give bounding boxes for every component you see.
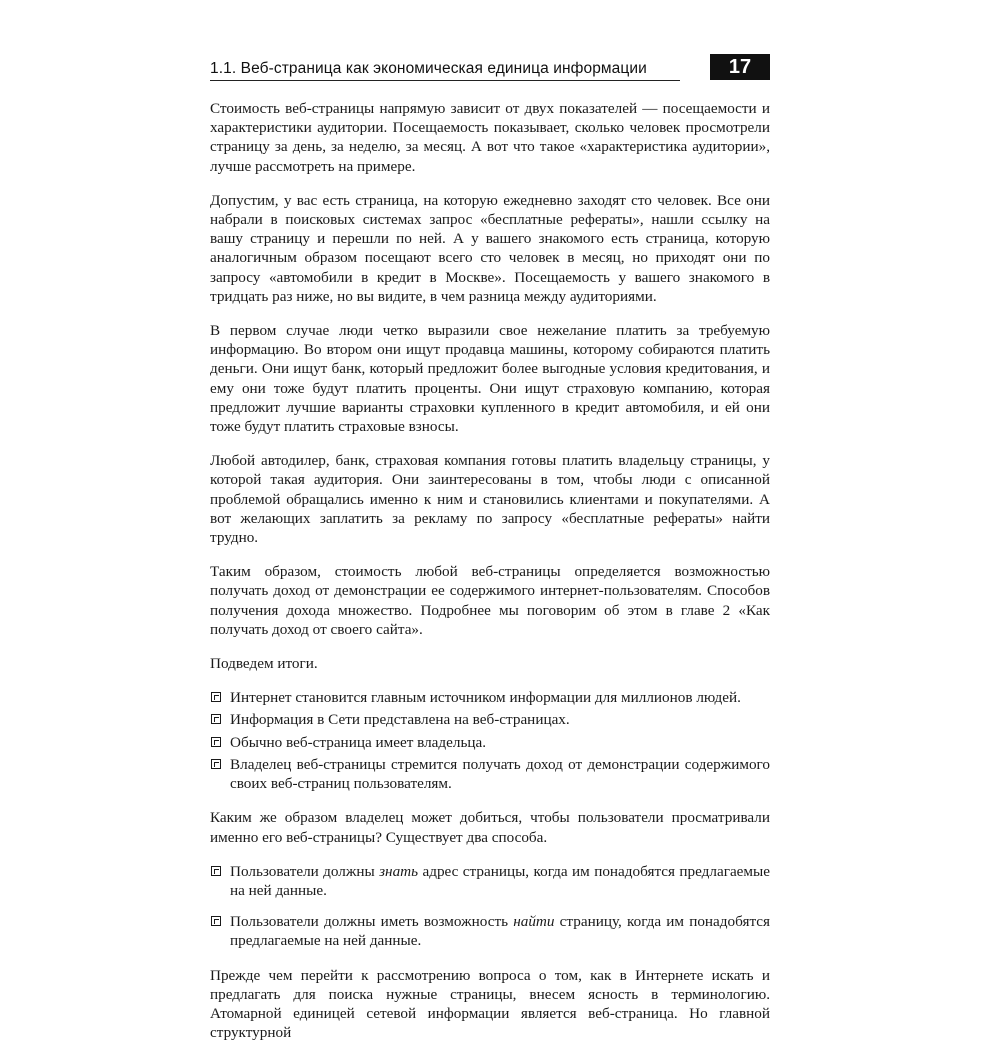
list-item [210, 912, 770, 950]
page-body [210, 99, 770, 1042]
paragraph: Допустим, у вас есть страница, на которую ежедневно заходят сто человек. Все они набрали в поисковых системах запрос «бесплатные рефераты», нашли ссылку на вашу страницу и перешли по ней. А у вашего знакомого есть страница, которую аналогичным образом посещают всего сто человек в месяц, но приходят они по запросу «автомобили в кредит в Москве». Посещаемость у вашего знакомого в тридцать раз ниже, но вы видите, в чем разница между аудиториями. [210, 191, 770, 305]
list-item [210, 862, 770, 900]
list-item [210, 733, 770, 752]
methods-list [210, 862, 770, 951]
summary-list [210, 688, 770, 793]
paragraph: Каким же образом владелец может добиться, чтобы пользователи просматривали именно его веб-страницы? Существует два способа. [210, 809, 770, 846]
checkbox-bullet-icon [211, 916, 221, 926]
text-segment: страницу, когда им понадобятся предлагаемые на ней данные. [230, 913, 771, 950]
checkbox-bullet-icon [211, 866, 221, 876]
checkbox-bullet-icon [211, 737, 221, 747]
header-rule [210, 80, 680, 81]
paragraph: Стоимость веб-страницы напрямую зависит от двух показателей — посещаемости и характеристики аудитории. Посещаемость показывает, сколько человек просмотрели страницу за день, за неделю, за месяц. А вот что такое «характеристика аудитории», лучше рассмотреть на примере. [210, 100, 770, 175]
emphasis-word: знать [379, 862, 419, 880]
paragraph: В первом случае люди четко выразили свое нежелание платить за требуемую информацию. Во втором они ищут продавца машины, которому собираются платить деньги. Они ищут банк, который предложит более выгодные условия кредитования, и ему они тоже будут платить проценты. Они ищут страховую компанию, которая предложит лучшие варианты страховки купленного в кредит автомобиля, и ей они тоже будут платить страховые взносы. [210, 322, 770, 436]
text-segment: Пользователи должны [230, 862, 380, 880]
text-segment: адрес страницы, когда им понадобятся предлагаемые на ней данные. [230, 862, 770, 899]
list-item-text: Владелец веб-страницы стремится получать доход от демонстрации содержимого своих веб-страниц пользователям. [230, 755, 770, 793]
page-number: 17 [710, 54, 770, 80]
checkbox-bullet-icon [211, 692, 221, 702]
summary-intro: Подведем итоги. [210, 655, 318, 673]
list-item [210, 688, 770, 707]
text-segment: Пользователи должны иметь возможность [230, 913, 514, 931]
paragraph: Любой автодилер, банк, страховая компания готовы платить владельцу страницы, у которой такая аудитория. Они заинтересованы в том, чтобы люди с описанной проблемой обращались именно к ним и становились клиентами и покупателями. А вот желающих заплатить за рекламу по запросу «бесплатные рефераты» найти трудно. [210, 452, 770, 547]
paragraph: Прежде чем перейти к рассмотрению вопроса о том, как в Интернете искать и предлагать для поиска нужные страницы, внесем ясность в терминологию. Атомарной единицей сетевой информации является веб-страница. Но главной структурной [210, 966, 770, 1042]
paragraph: Таким образом, стоимость любой веб-страницы определяется возможностью получать доход от демонстрации ее содержимого интернет-пользователям. Способов получения дохода множество. Подробнее мы поговорим об этом в главе 2 «Как получать доход от своего сайта». [210, 563, 770, 638]
list-item-text: Интернет становится главным источником информации для миллионов людей. [230, 689, 741, 707]
list-item-text: Информация в Сети представлена на веб-страницах. [230, 711, 570, 729]
list-item-text [230, 863, 770, 899]
list-item-text: Обычно веб-страница имеет владельца. [230, 733, 487, 751]
list-item [210, 710, 770, 729]
header-title: 1.1. Веб-страница как экономическая единица информации [210, 60, 647, 77]
checkbox-bullet-icon [211, 759, 221, 769]
list-item-text [230, 913, 770, 949]
emphasis-word: найти [513, 913, 555, 931]
running-header [210, 52, 770, 82]
book-page [210, 52, 770, 1057]
checkbox-bullet-icon [211, 714, 221, 724]
list-item [210, 755, 770, 793]
